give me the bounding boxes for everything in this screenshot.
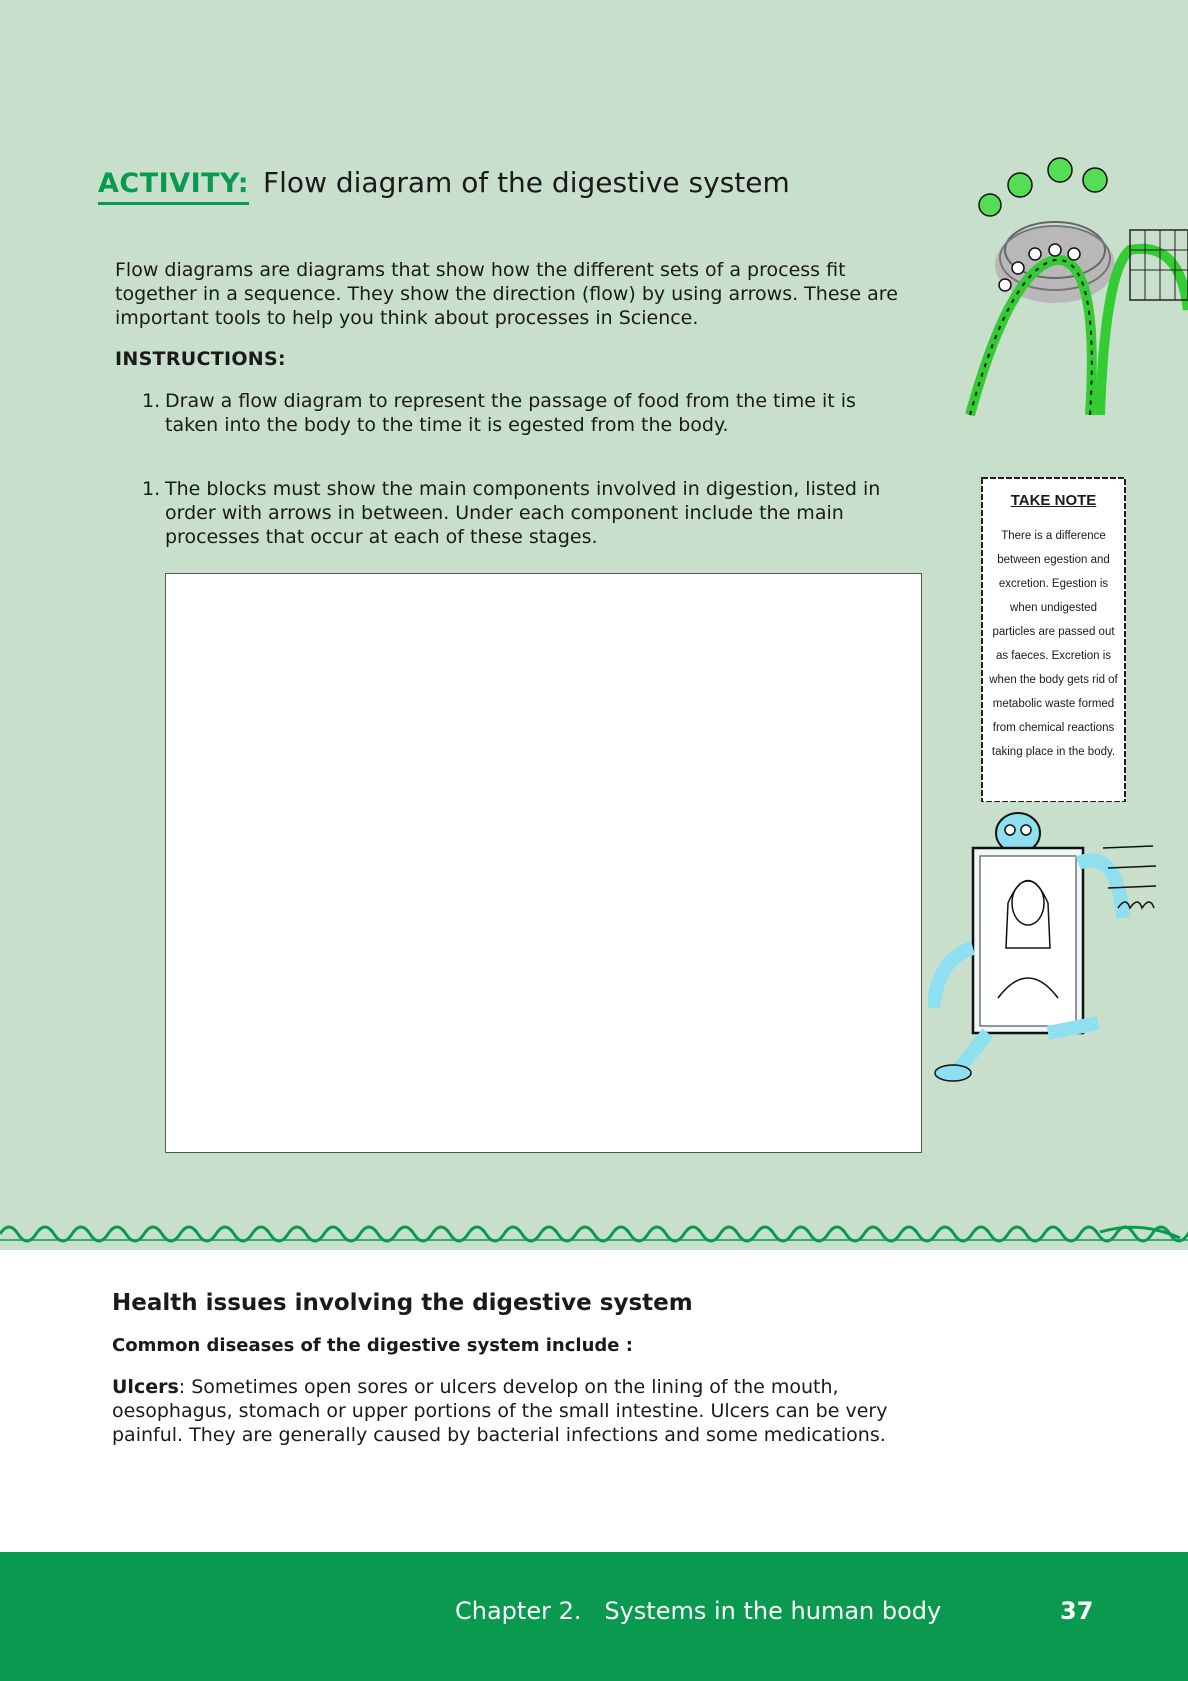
robot-painting-illustration xyxy=(928,808,1160,1092)
health-heading: Health issues involving the digestive system xyxy=(112,1290,693,1316)
activity-label: ACTIVITY: xyxy=(98,168,249,205)
chapter-title: Chapter 2. Systems in the human body xyxy=(455,1597,942,1625)
ulcers-description: : Sometimes open sores or ulcers develop on the lining of the mouth, oesophagus, stomach or upper portions of the small intestine. Ulcers can be very painful. They are generally caused by bacterial infections and some medications. xyxy=(112,1376,888,1446)
take-note-body: There is a difference between egestion and excretion. Egestion is when undigested particles are passed out as faeces. Excretion is when the body gets rid of metabolic waste formed from chemical reactions taking place in the body. xyxy=(989,530,1118,758)
take-note-title: TAKE NOTE xyxy=(1010,492,1097,509)
step-text: The blocks must show the main components involved in digestion, listed in order with arrows in between. Under each component include the main processes that occur at each of these stages. xyxy=(165,478,881,548)
step-number: 1. xyxy=(142,390,161,412)
decorative-border xyxy=(0,1218,1188,1258)
step-number: 1. xyxy=(142,478,161,500)
instruction-step xyxy=(142,389,912,437)
step-text: Draw a flow diagram to represent the passage of food from the time it is taken into the body to the time it is egested from the body. xyxy=(165,390,856,436)
take-note-box xyxy=(976,472,1131,802)
activity-title-row xyxy=(98,166,790,205)
rollercoaster-illustration xyxy=(950,150,1188,434)
page-number: 37 xyxy=(1060,1597,1094,1625)
instructions-heading: INSTRUCTIONS: xyxy=(115,348,286,370)
health-subheading: Common diseases of the digestive system include : xyxy=(112,1335,633,1356)
activity-title: Flow diagram of the digestive system xyxy=(263,166,790,199)
drawing-area[interactable] xyxy=(165,573,922,1153)
ulcers-term: Ulcers xyxy=(112,1376,179,1398)
ulcers-paragraph xyxy=(112,1375,892,1447)
instruction-step xyxy=(142,477,912,549)
activity-intro: Flow diagrams are diagrams that show how the different sets of a process fit together in a sequence. They show the direction (flow) by using arrows. These are important tools to help you think about processes in Science. xyxy=(115,259,898,329)
